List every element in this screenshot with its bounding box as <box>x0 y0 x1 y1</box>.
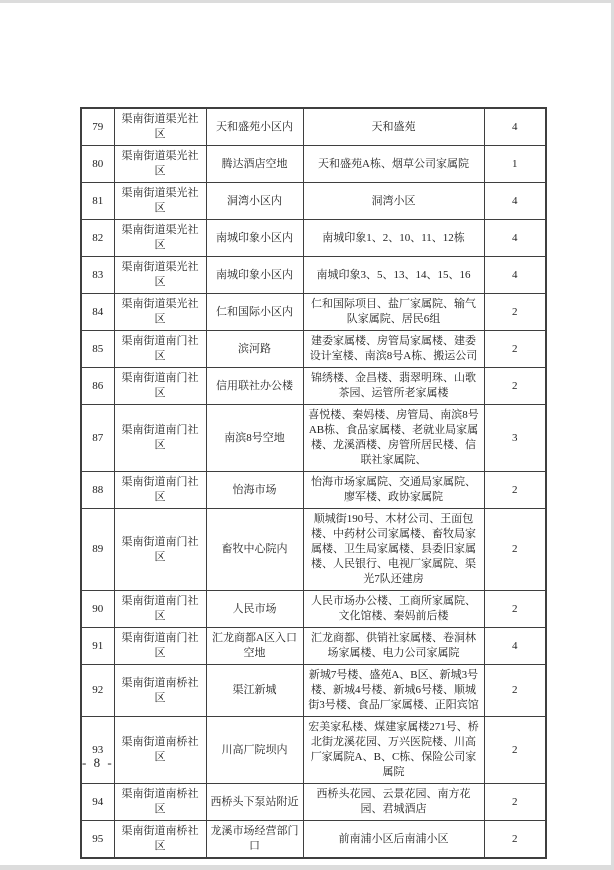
buildings-cell: 怡海市场家属院、交通局家属院、廖军楼、政协家属院 <box>303 472 484 509</box>
scan-edge-top <box>0 0 614 3</box>
table-row <box>81 146 546 183</box>
row-index-cell: 89 <box>81 509 114 591</box>
buildings-cell: 人民市场办公楼、工商所家属院、文化馆楼、秦妈前后楼 <box>303 591 484 628</box>
community-cell: 渠南街道渠光社区 <box>114 294 206 331</box>
location-cell: 滨河路 <box>206 331 303 368</box>
buildings-cell: 西桥头花园、云景花园、南方花园、君城酒店 <box>303 784 484 821</box>
table-body <box>81 108 546 858</box>
community-cell: 渠南街道渠光社区 <box>114 220 206 257</box>
count-cell: 4 <box>484 220 546 257</box>
table-row <box>81 294 546 331</box>
community-cell: 渠南街道南门社区 <box>114 405 206 472</box>
table-row <box>81 472 546 509</box>
table-row <box>81 591 546 628</box>
location-cell: 南城印象小区内 <box>206 220 303 257</box>
buildings-cell: 喜悦楼、秦妈楼、房管局、南滨8号AB栋、食品家属楼、老就业局家属楼、龙溪酒楼、房管所居民楼、信联社家属院、 <box>303 405 484 472</box>
buildings-cell: 洞湾小区 <box>303 183 484 220</box>
table-row <box>81 108 546 146</box>
buildings-cell: 宏美家私楼、煤建家属楼271号、桥北街龙溪花园、万兴医院楼、川高厂家属院A、B、C栋、保险公司家属院 <box>303 717 484 784</box>
location-cell: 汇龙商都A区入口空地 <box>206 628 303 665</box>
row-index-cell: 90 <box>81 591 114 628</box>
count-cell: 2 <box>484 294 546 331</box>
community-cell: 渠南街道南门社区 <box>114 472 206 509</box>
table-row <box>81 331 546 368</box>
row-index-cell: 81 <box>81 183 114 220</box>
community-cell: 渠南街道南桥社区 <box>114 784 206 821</box>
buildings-cell: 新城7号楼、盛苑A、B区、新城3号楼、新城4号楼、新城6号楼、顺城街3号楼、食品厂家属楼、正阳宾馆 <box>303 665 484 717</box>
buildings-cell: 南城印象1、2、10、11、12栋 <box>303 220 484 257</box>
count-cell: 2 <box>484 821 546 859</box>
community-cell: 渠南街道渠光社区 <box>114 183 206 220</box>
row-index-cell: 92 <box>81 665 114 717</box>
community-cell: 渠南街道南桥社区 <box>114 665 206 717</box>
table-row <box>81 257 546 294</box>
row-index-cell: 84 <box>81 294 114 331</box>
table-row <box>81 628 546 665</box>
row-index-cell: 86 <box>81 368 114 405</box>
count-cell: 2 <box>484 472 546 509</box>
table-row <box>81 821 546 859</box>
row-index-cell: 80 <box>81 146 114 183</box>
community-cell: 渠南街道南桥社区 <box>114 717 206 784</box>
table-row <box>81 405 546 472</box>
row-index-cell: 95 <box>81 821 114 859</box>
location-cell: 龙溪市场经营部门口 <box>206 821 303 859</box>
community-cell: 渠南街道渠光社区 <box>114 146 206 183</box>
count-cell: 2 <box>484 509 546 591</box>
count-cell: 1 <box>484 146 546 183</box>
buildings-cell: 天和盛苑 <box>303 108 484 146</box>
table-row <box>81 784 546 821</box>
location-cell: 怡海市场 <box>206 472 303 509</box>
buildings-cell: 建委家属楼、房管局家属楼、建委设计室楼、南滨8号A栋、搬运公司 <box>303 331 484 368</box>
location-cell: 畜牧中心院内 <box>206 509 303 591</box>
community-cell: 渠南街道南门社区 <box>114 628 206 665</box>
row-index-cell: 85 <box>81 331 114 368</box>
count-cell: 2 <box>484 665 546 717</box>
location-cell: 信用联社办公楼 <box>206 368 303 405</box>
community-cell: 渠南街道南门社区 <box>114 368 206 405</box>
count-cell: 4 <box>484 257 546 294</box>
row-index-cell: 83 <box>81 257 114 294</box>
buildings-cell: 锦绣楼、金昌楼、翡翠明珠、山歌茶园、运管所老家属楼 <box>303 368 484 405</box>
buildings-cell: 南城印象3、5、13、14、15、16 <box>303 257 484 294</box>
count-cell: 2 <box>484 368 546 405</box>
count-cell: 2 <box>484 591 546 628</box>
row-index-cell: 88 <box>81 472 114 509</box>
count-cell: 4 <box>484 183 546 220</box>
location-cell: 天和盛苑小区内 <box>206 108 303 146</box>
count-cell: 2 <box>484 717 546 784</box>
table-row <box>81 368 546 405</box>
count-cell: 3 <box>484 405 546 472</box>
community-cell: 渠南街道渠光社区 <box>114 257 206 294</box>
count-cell: 4 <box>484 108 546 146</box>
buildings-cell: 仁和国际项目、盐厂家属院、输气队家属院、居民6组 <box>303 294 484 331</box>
location-cell: 腾达酒店空地 <box>206 146 303 183</box>
location-cell: 川高厂院坝内 <box>206 717 303 784</box>
scan-edge-bottom <box>0 865 614 870</box>
community-cell: 渠南街道南门社区 <box>114 509 206 591</box>
location-cell: 洞湾小区内 <box>206 183 303 220</box>
location-cell: 南滨8号空地 <box>206 405 303 472</box>
row-index-cell: 79 <box>81 108 114 146</box>
count-cell: 2 <box>484 331 546 368</box>
table-row <box>81 220 546 257</box>
row-index-cell: 93 <box>81 717 114 784</box>
page-number: - 8 - <box>82 755 114 770</box>
community-cell: 渠南街道南桥社区 <box>114 821 206 859</box>
community-sites-table <box>80 107 547 859</box>
buildings-cell: 前南浦小区后南浦小区 <box>303 821 484 859</box>
community-cell: 渠南街道渠光社区 <box>114 108 206 146</box>
table-row <box>81 509 546 591</box>
location-cell: 人民市场 <box>206 591 303 628</box>
community-cell: 渠南街道南门社区 <box>114 591 206 628</box>
table-row <box>81 665 546 717</box>
count-cell: 2 <box>484 784 546 821</box>
count-cell: 4 <box>484 628 546 665</box>
location-cell: 西桥头下泵站附近 <box>206 784 303 821</box>
row-index-cell: 91 <box>81 628 114 665</box>
location-cell: 渠江新城 <box>206 665 303 717</box>
buildings-cell: 天和盛苑A栋、烟草公司家属院 <box>303 146 484 183</box>
buildings-cell: 汇龙商都、供销社家属楼、卷洞林场家属楼、电力公司家属院 <box>303 628 484 665</box>
row-index-cell: 82 <box>81 220 114 257</box>
table-row <box>81 183 546 220</box>
buildings-cell: 顺城街190号、木材公司、王面包楼、中药材公司家属楼、畜牧局家属楼、卫生局家属楼、县委旧家属楼、人民银行、电视厂家属院、渠光7队还建房 <box>303 509 484 591</box>
table-row <box>81 717 546 784</box>
location-cell: 仁和国际小区内 <box>206 294 303 331</box>
community-cell: 渠南街道南门社区 <box>114 331 206 368</box>
location-cell: 南城印象小区内 <box>206 257 303 294</box>
row-index-cell: 94 <box>81 784 114 821</box>
row-index-cell: 87 <box>81 405 114 472</box>
